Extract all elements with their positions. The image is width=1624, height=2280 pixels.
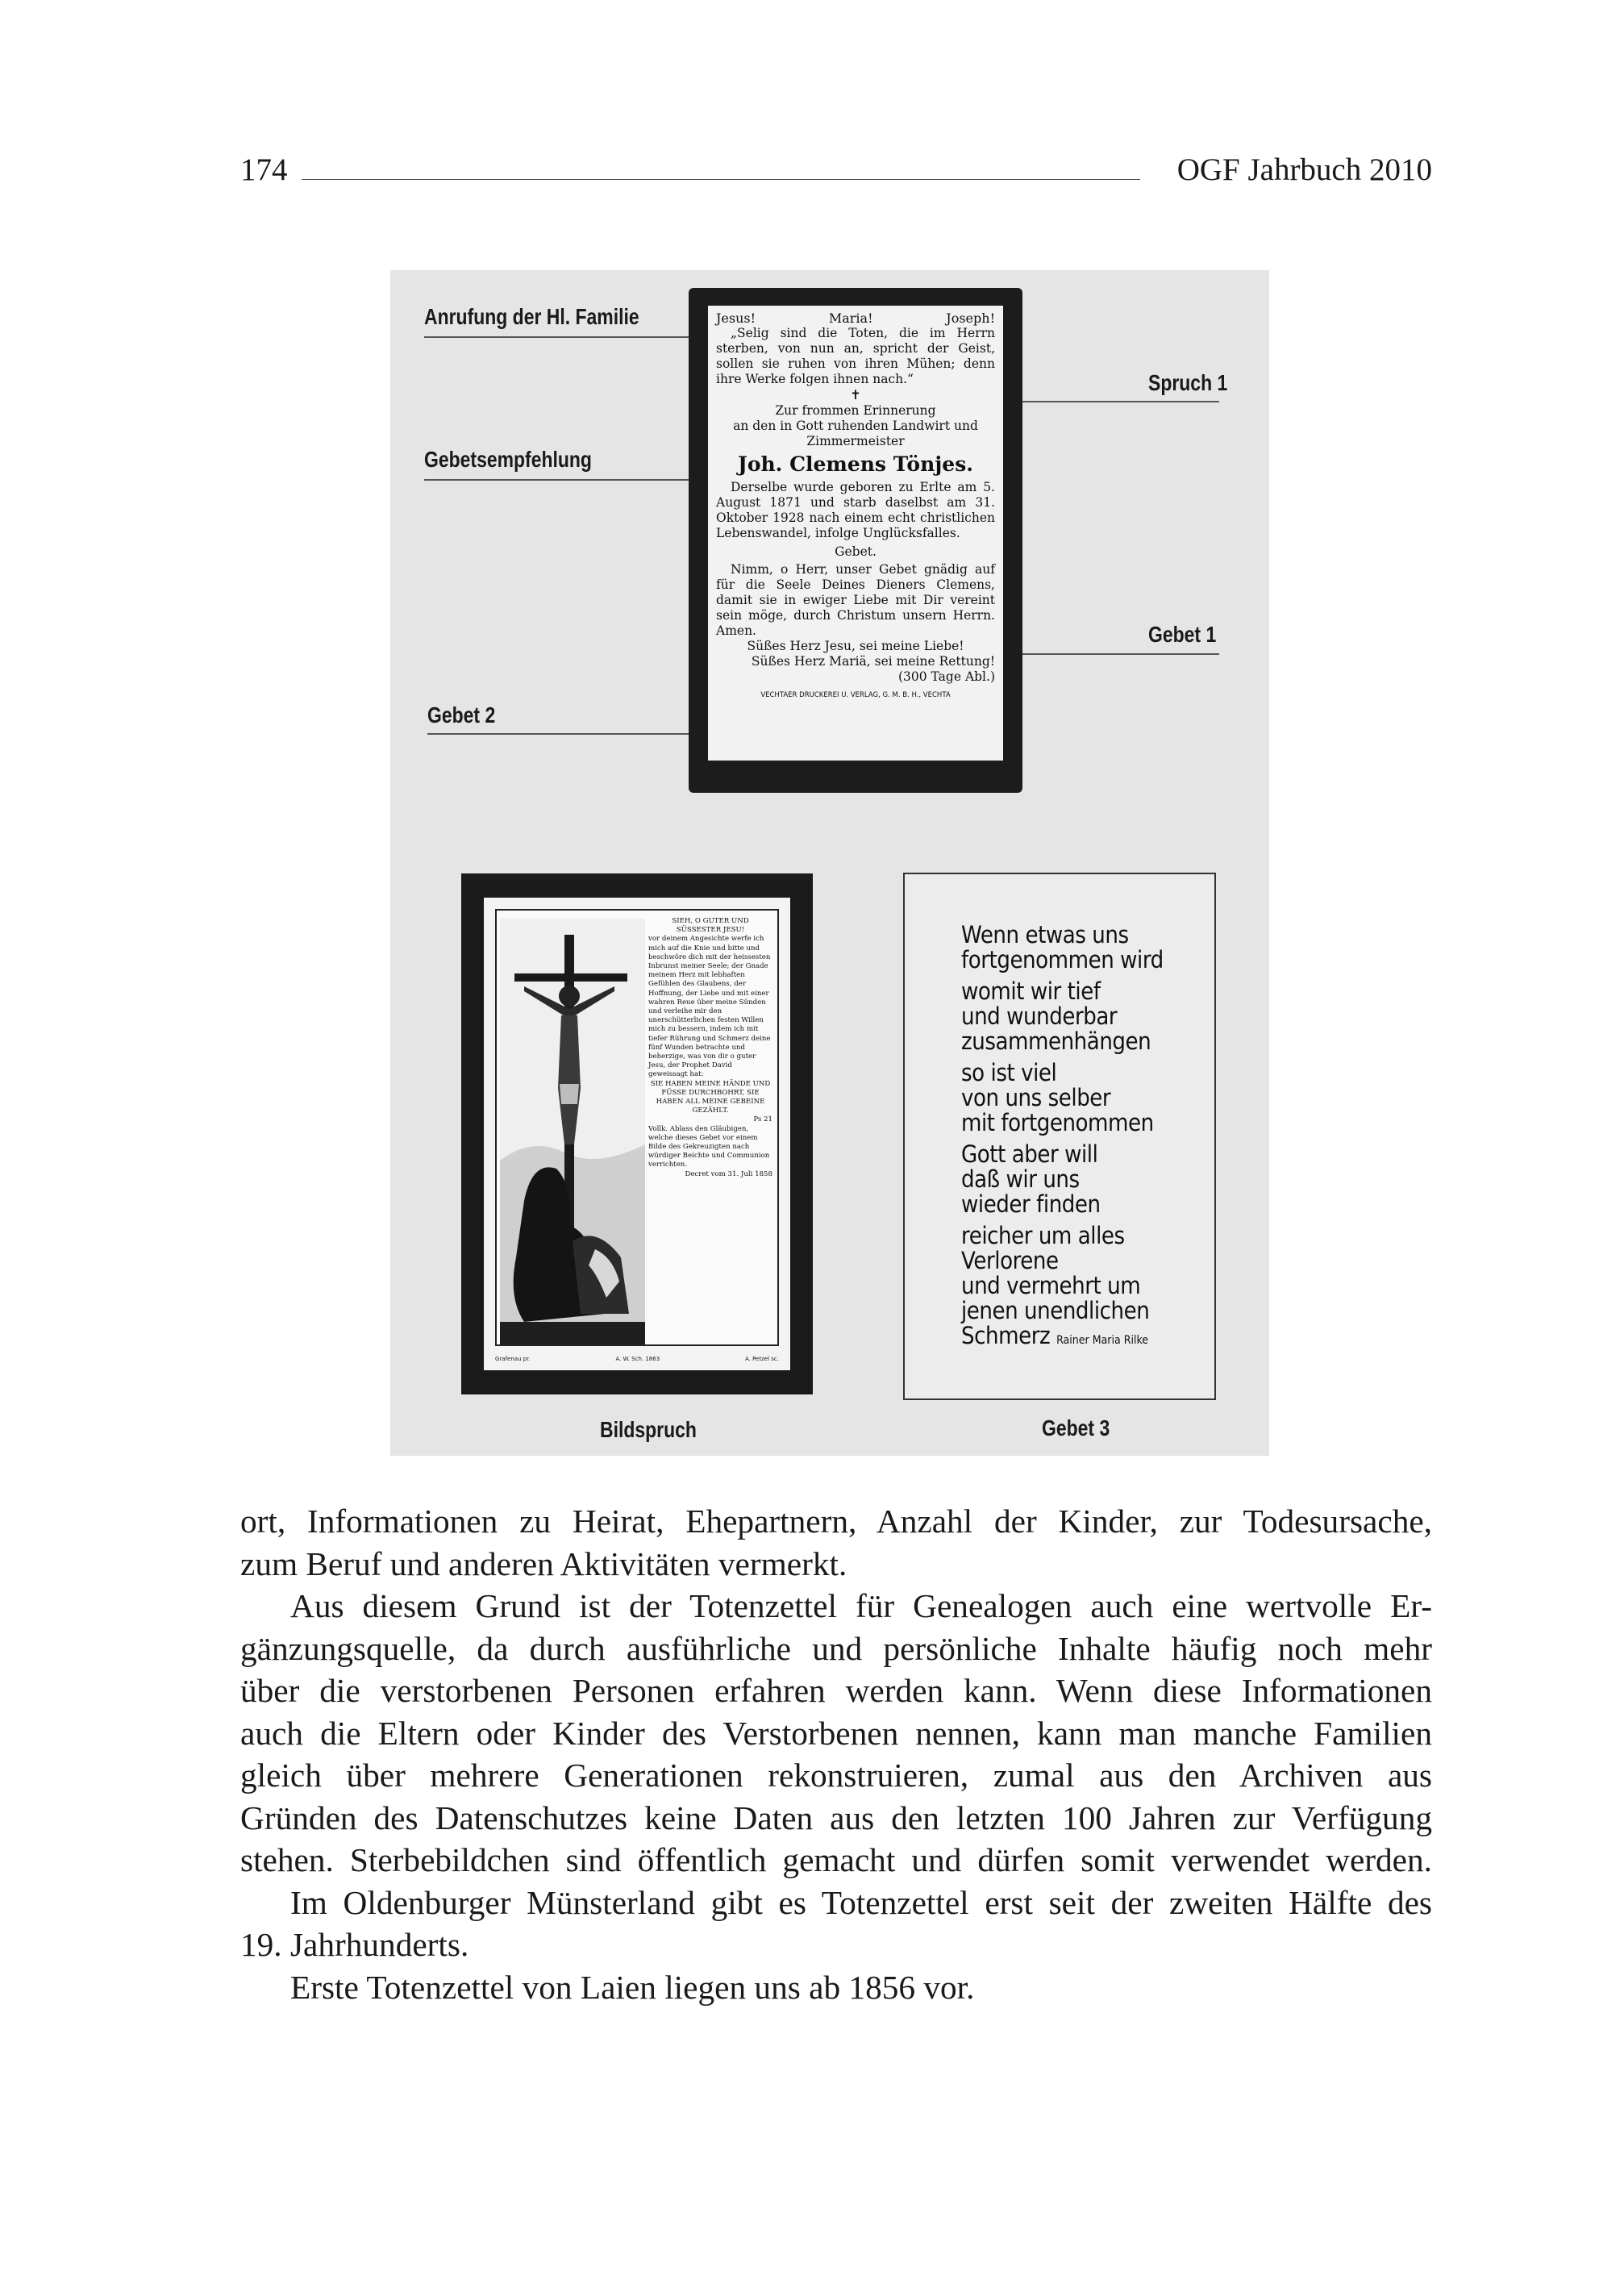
leader-anrufung <box>424 336 706 338</box>
gebet-heading: Gebet. <box>835 544 877 559</box>
poem-line: und vermehrt um <box>961 1272 1141 1299</box>
poem-line: wieder finden <box>961 1190 1101 1218</box>
body-line: gleich über mehrere Generationen rekonstruieren, zumal aus den Archiven aus <box>240 1757 1432 1794</box>
rilke-poem <box>961 923 1179 1360</box>
poem-line: und wunderbar <box>961 1002 1118 1030</box>
label-gebet3: Gebet 3 <box>1042 1415 1110 1440</box>
death-card-toenjes <box>689 288 1022 793</box>
poem-line: Wenn etwas uns <box>961 921 1129 948</box>
card2-note: Vollk. Ablass den Gläubigen, welche dieses Gebet vor einem Bilde des Gekreuzigten nach würdiger Beichte und Communion verrichten. <box>648 1124 770 1169</box>
poem-line: Verlorene <box>961 1247 1059 1274</box>
erinnerung-line-1: Zur frommen Erinnerung <box>775 403 936 418</box>
stanza-3 <box>961 1061 1179 1136</box>
prayer-line-b: Süßes Herz Mariä, sei meine Rettung! <box>751 654 995 669</box>
body-line: zum Beruf und anderen Aktivitäten vermerkt. <box>240 1544 847 1582</box>
spruch-text: „Selig sind die Toten, die im Herrn sterben, von nun an, spricht der Geist, sollen sie ruhen von ihren Mühen; denn ihre Werke folgen ihnen nach.“ <box>716 326 995 386</box>
indulgence-note: (300 Tage Abl.) <box>897 669 995 684</box>
printer-imprint: VECHTAER DRUCKEREI U. VERLAG, G. M. B. H., VECHTA <box>760 691 951 699</box>
card2-foot-left: Grafenau pr. <box>495 1356 531 1362</box>
crucifixion-picture <box>495 909 779 1346</box>
body-line: Im Oldenburger Münsterland gibt es Totenzettel erst seit der zweiten Hälfte des <box>290 1883 1432 1921</box>
poem-line: mit fortgenommen <box>961 1109 1154 1136</box>
gebet-text: Nimm, o Herr, unser Gebet gnädig auf für die Seele Deines Dieners Clemens, damit sie in ewiger Liebe mit Dir vereint sein möge, durch Christum unsern Herrn. Amen. <box>716 562 995 638</box>
label-anrufung: Anrufung der Hl. Familie <box>424 304 639 329</box>
poem-line: Gott aber will <box>961 1140 1098 1168</box>
card2-date: Decret vom 31. Juli 1858 <box>685 1169 772 1178</box>
card2-heading-1: SIEH, O GUTER UND <box>672 917 749 925</box>
poem-line: womit wir tief <box>961 977 1101 1005</box>
poem-card-rilke <box>903 873 1216 1400</box>
card2-prayer <box>648 917 772 1179</box>
header-rule <box>302 179 1140 180</box>
image-card-crucifixion <box>461 873 813 1394</box>
body-line: auch die Eltern oder Kinder des Verstorbenen nennen, kann man manche Familien <box>240 1714 1432 1752</box>
image-card-inner <box>484 898 790 1370</box>
erinnerung-line-3: Zimmermeister <box>806 434 905 448</box>
poem-author: Rainer Maria Rilke <box>1056 1334 1149 1347</box>
prayer-line-a: Süßes Herz Jesu, sei meine Liebe! <box>747 639 964 653</box>
body-line: gänzungsquelle, da durch ausführliche und persönliche Inhalte häufig noch mehr <box>240 1629 1432 1667</box>
card2-footer <box>495 1356 779 1362</box>
crucifixion-illustration <box>500 919 645 1346</box>
running-title: OGF Jahrbuch 2010 <box>1176 152 1432 187</box>
erinnerung-line-2: an den in Gott ruhenden Landwirt und <box>733 419 978 433</box>
body-line: Erste Totenzettel von Laien liegen uns ab 1856 vor. <box>290 1968 975 2006</box>
card2-caps: SIE HABEN MEINE HÄNDE UND FÜSSE DURCHBOHRT, SIE HABEN ALL MEINE GEBEINE GEZÄHLT. <box>650 1079 771 1115</box>
leader-spruch1 <box>1022 401 1219 402</box>
poem-line: reicher um alles <box>961 1222 1125 1249</box>
leader-gebet2 <box>427 733 705 735</box>
label-gebet1: Gebet 1 <box>1148 622 1217 647</box>
card2-foot-right: A. Petzel sc. <box>744 1356 779 1362</box>
invocation-jesus: Jesus! <box>716 311 756 326</box>
card2-ref: Ps 21 <box>753 1115 772 1124</box>
page-number: 174 <box>240 152 288 187</box>
poem-line: fortgenommen wird <box>961 946 1164 973</box>
invocation-joseph: Joseph! <box>946 311 995 326</box>
body-line: Aus diesem Grund ist der Totenzettel für Genealogen auch eine wertvolle Er- <box>290 1587 1432 1624</box>
poem-line: zusammenhängen <box>961 1027 1151 1055</box>
stanza-5 <box>961 1223 1179 1353</box>
running-header <box>240 150 1432 190</box>
label-gebetsempfehlung: Gebetsempfehlung <box>424 447 592 472</box>
deceased-name: Joh. Clemens Tönjes. <box>738 452 973 476</box>
poem-line: daß wir uns <box>961 1165 1080 1193</box>
body-line: Gründen des Datenschutzes keine Daten aus den letzten 100 Jahren zur Verfügung <box>240 1799 1432 1836</box>
label-spruch1: Spruch 1 <box>1148 370 1228 395</box>
death-card-text <box>708 306 1003 761</box>
cross-icon: ✝ <box>850 387 861 402</box>
stanza-1 <box>961 923 1179 973</box>
card2-foot-mid: A. W. Sch. 1863 <box>615 1356 660 1362</box>
body-line: 19. Jahrhunderts. <box>240 1926 469 1963</box>
invocation-maria: Maria! <box>828 311 873 326</box>
card2-heading-2: SÜSSESTER JESU! <box>676 926 745 935</box>
figure-totenzettel <box>390 270 1269 1456</box>
biography-text: Derselbe wurde geboren zu Erlte am 5. August 1871 und starb daselbst am 31. Oktober 1928 nach einem echt christlichen Lebenswandel, infolge Unglücksfalles. <box>716 480 995 540</box>
poem-line: von uns selber <box>961 1084 1111 1111</box>
poem-line: jenen unendlichen <box>961 1297 1150 1324</box>
stanza-4 <box>961 1142 1179 1217</box>
poem-line: Schmerz <box>961 1322 1051 1349</box>
leader-gebetsempfehlung <box>424 479 706 481</box>
label-bildspruch: Bildspruch <box>600 1417 697 1442</box>
body-text <box>240 1500 1432 2008</box>
leader-gebet1 <box>1022 653 1219 655</box>
poem-line: so ist viel <box>961 1059 1057 1086</box>
body-line: ort, Informationen zu Heirat, Ehepartnern, Anzahl der Kinder, zur Todesursache, <box>240 1503 1432 1540</box>
body-line: über die verstorbenen Personen erfahren werden kann. Wenn diese Informationen <box>240 1672 1432 1709</box>
body-line: stehen. Sterbebildchen sind öffentlich gemacht und dürfen somit verwendet werden. <box>240 1841 1432 1878</box>
stanza-2 <box>961 979 1179 1054</box>
label-gebet2: Gebet 2 <box>427 702 496 727</box>
card2-body: vor deinem Angesichte werfe ich mich auf die Knie und bitte und beschwöre dich mit der heissesten Inbrunst meiner Seele; der Gnade meinem Herz mit lebhaften Gefühlen des Glaubens, der Hoffnung, der Liebe und mit einer wahren Reue über meine Sünden und verleihe mir den unerschütterlichen festen Willen mich zu bessern, indem ich mit tiefer Rührung und Schmerz deine fünf Wunden betrachte und beherzige, was von dir o guter Jesu, der Prophet David geweissagt hat: <box>648 935 771 1079</box>
invocation-row <box>716 311 995 326</box>
